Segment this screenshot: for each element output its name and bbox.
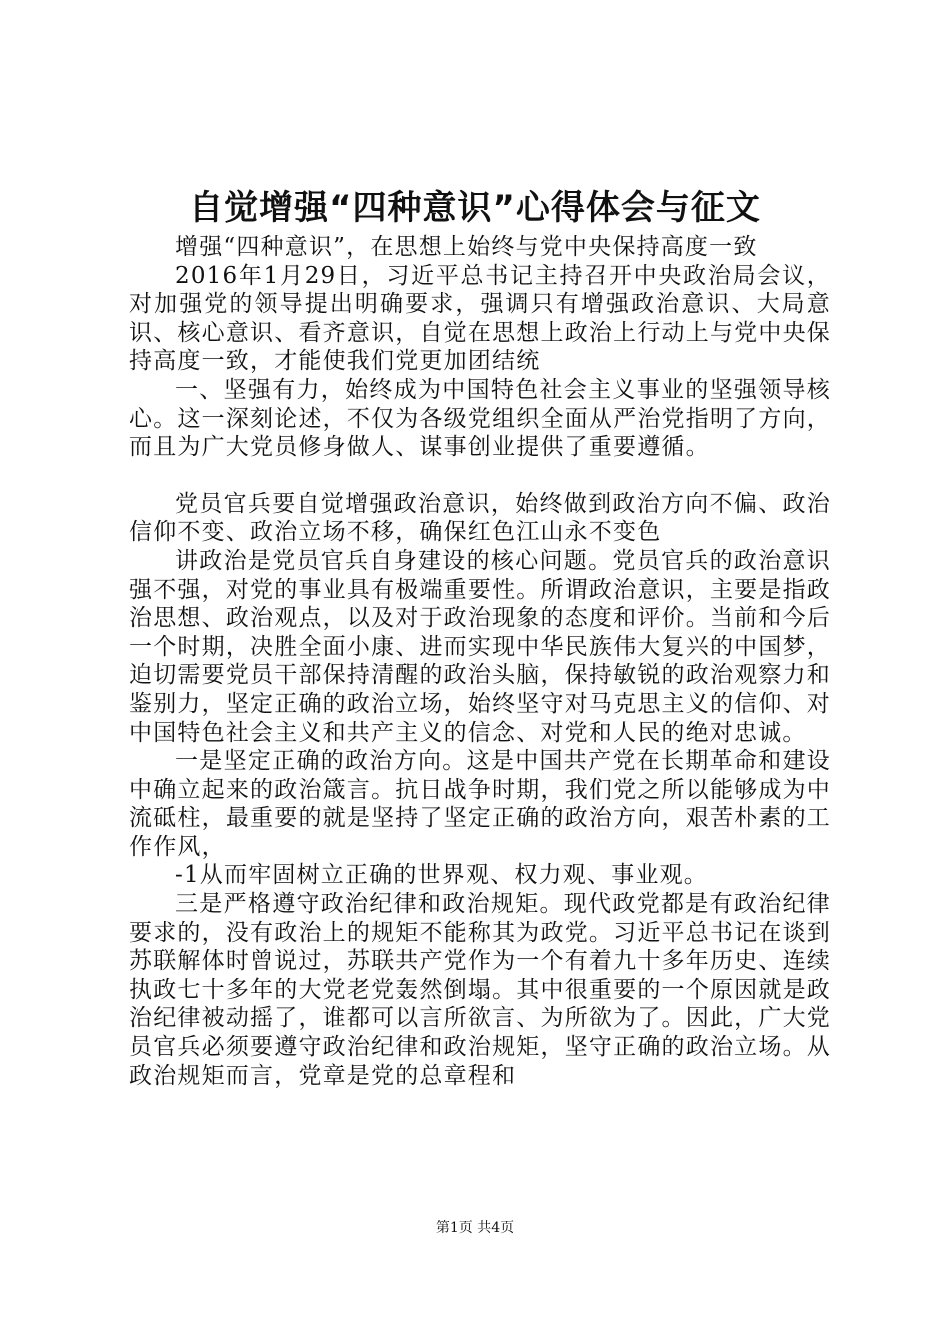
page-number-footer: 第1页 共4页 bbox=[435, 1220, 515, 1236]
paragraph-5: 讲政治是党员官兵自身建设的核心问题。党员官兵的政治意识强不强，对党的事业具有极端重要性。所谓政治意识，主要是指政治思想、政治观点，以及对于政治现象的态度和评价。当前和今后一个时期，决胜全面小康、进而实现中华民族伟大复兴的中国梦，迫切需要党员干部保持清醒的政治头脑，保持敏锐的政治观察力和鉴别力，坚定正确的政治立场，始终坚守对马克思主义的信仰、对中国特色社会主义和共产主义的信念、对党和人民的绝对忠诚。 bbox=[129, 547, 831, 746]
paragraph-3: 一、坚强有力，始终成为中国特色社会主义事业的坚强领导核心。这一深刻论述，不仅为各级党组织全面从严治党指明了方向，而且为广大党员修身做人、谋事创业提供了重要遵循。 bbox=[129, 376, 831, 461]
document-body bbox=[129, 233, 831, 1090]
paragraph-7: -1从而牢固树立正确的世界观、权力观、事业观。 bbox=[175, 862, 709, 889]
paragraph-spacer bbox=[129, 462, 831, 490]
paragraph-2: 2016年1月29日，习近平总书记主持召开中央政治局会议，对加强党的领导提出明确要求，强调只有增强政治意识、大局意识、核心意识、看齐意识，自觉在思想上政治上行动上与党中央保持高度一致，才能使我们党更加团结统 bbox=[129, 262, 831, 375]
paragraph-4: 党员官兵要自觉增强政治意识，始终做到政治方向不偏、政治信仰不变、政治立场不移，确保红色江山永不变色 bbox=[129, 490, 831, 546]
paragraph-6: 一是坚定正确的政治方向。这是中国共产党在长期革命和建设中确立起来的政治箴言。抗日战争时期，我们党之所以能够成为中流砥柱，最重要的就是坚持了坚定正确的政治方向，艰苦朴素的工作作风， bbox=[129, 748, 831, 860]
paragraph-1: 增强“四种意识”，在思想上始终与党中央保持高度一致 bbox=[175, 234, 758, 260]
document-title: 自觉增强“四种意识”心得体会与征文 bbox=[189, 188, 761, 228]
paragraph-8: 三是严格遵守政治纪律和政治规矩。现代政党都是有政治纪律要求的，没有政治上的规矩不能称其为政党。习近平总书记在谈到苏联解体时曾说过，苏联共产党作为一个有着九十多年历史、连续执政七十多年的大党老党轰然倒塌。其中很重要的一个原因就是政治纪律被动摇了，谁都可以言所欲言、为所欲为了。因此，广大党员官兵必须要遵守政治纪律和政治规矩，坚守正确的政治立场。从政治规矩而言，党章是党的总章程和 bbox=[129, 891, 831, 1089]
